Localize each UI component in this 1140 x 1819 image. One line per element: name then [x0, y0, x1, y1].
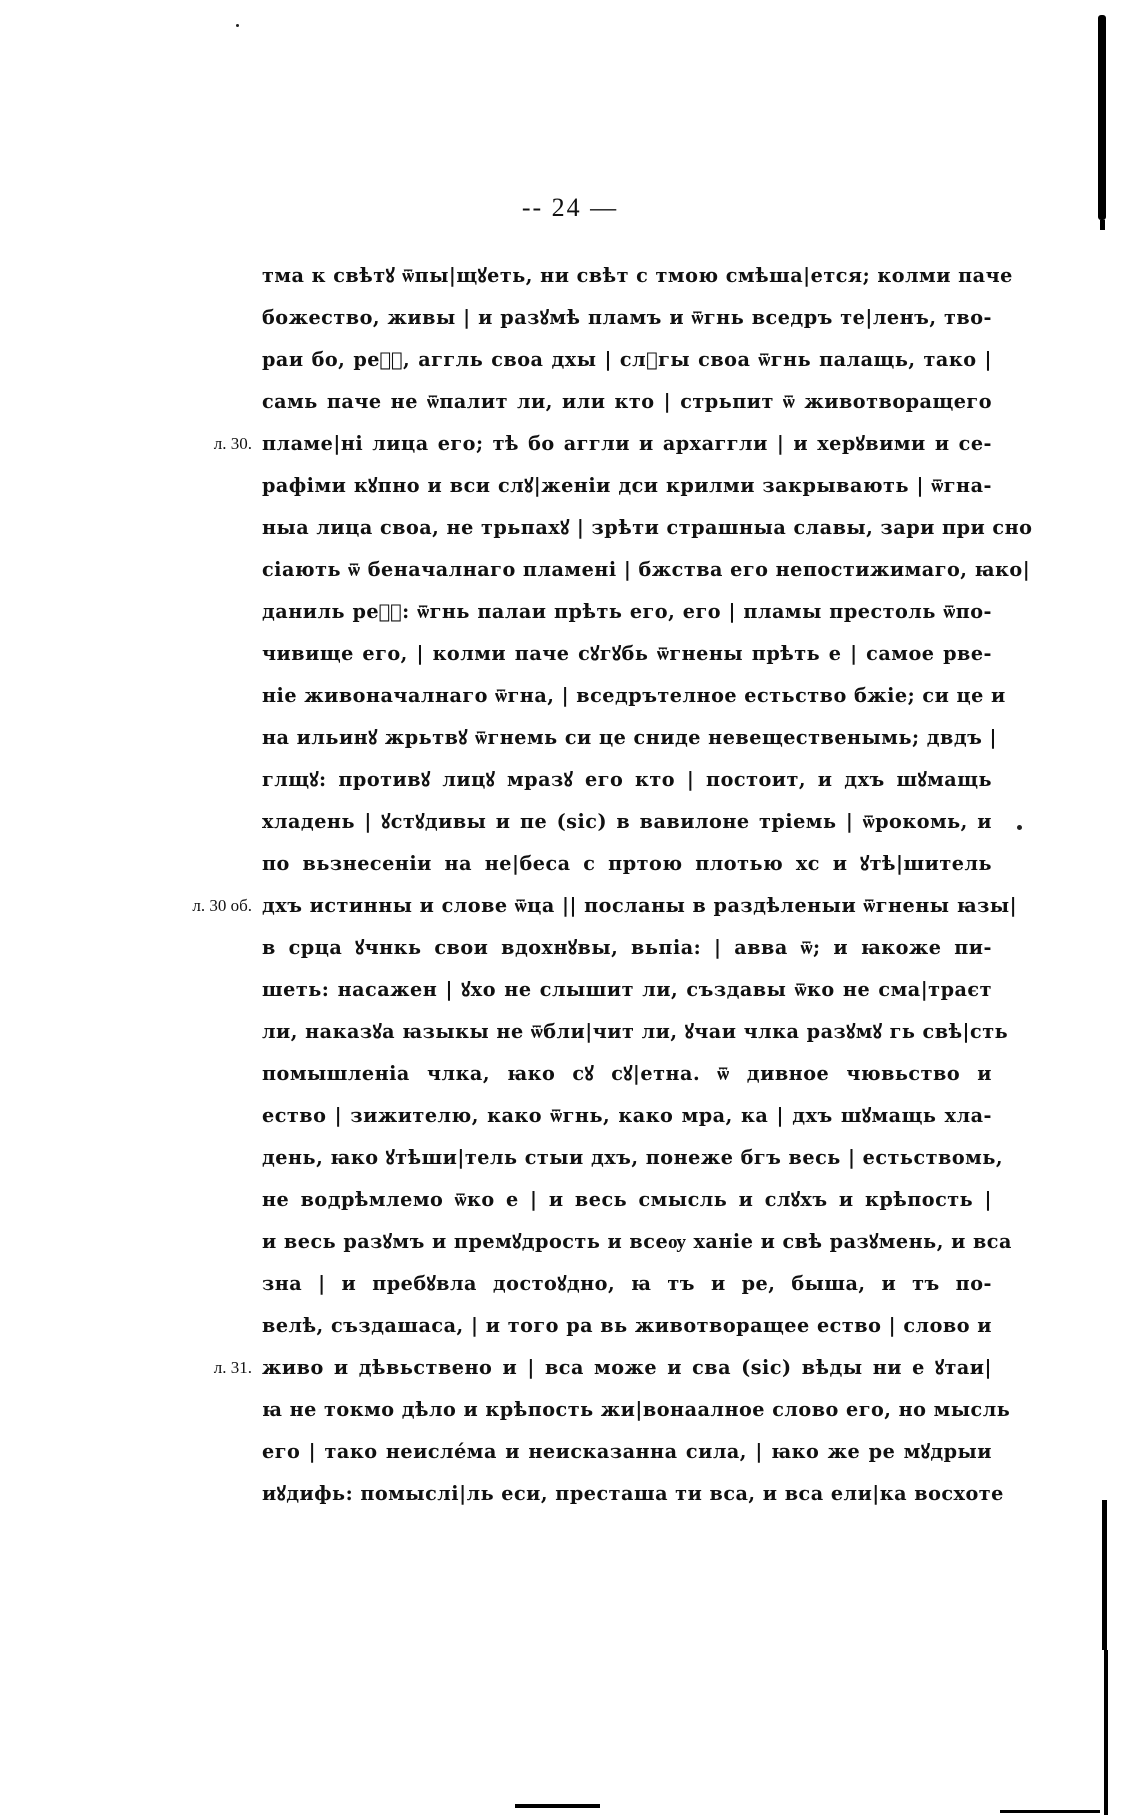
line-text: раи бо, реⷱ҇, аггль своа дхы | слꙋгы своа ѿгнь палащь, тако |	[262, 348, 992, 371]
text-line	[262, 1389, 1011, 1431]
text-line	[262, 1221, 1012, 1263]
line-text: ли, наказꙋа ꙗзыкы не ѿбли|чит ли, ꙋчаи члка разꙋмꙋ гь свѣ|сть	[262, 1020, 1009, 1043]
text-line	[262, 591, 992, 633]
line-text: его | тако неисле́ма и неисказанна сила, | ꙗко же ре мꙋдрыи	[262, 1440, 992, 1463]
text-line	[262, 465, 992, 507]
folio-note: л. 30.	[213, 434, 252, 453]
line-text: велѣ, създашаса, | и того ра вь животворащее ество | слово и	[262, 1314, 992, 1337]
text-line	[262, 1011, 1009, 1053]
scan-edge-shadow	[1100, 220, 1105, 230]
text-line	[262, 255, 1013, 297]
line-text: на ильинꙋ жрьтвꙋ ѿгнемь си це сниде невещественымь; двдъ |	[262, 726, 998, 749]
line-text: дхъ истинны и слове ѿца || посланы в раздѣленыи ѿгнены ꙗзы|	[262, 894, 1018, 917]
line-text: рафіми кꙋпно и вси слꙋ|женіи дси крилми закрывають | ѿгна-	[262, 474, 992, 497]
page-number: -- 24 —	[521, 193, 619, 222]
line-text: день, ꙗко ꙋтѣши|тель стыи дхъ, понеже бгъ весь | естьствомь,	[262, 1146, 1004, 1169]
text-line	[262, 969, 992, 1011]
text-line	[262, 1305, 992, 1347]
text-line	[262, 717, 998, 759]
text-line	[192, 885, 1018, 927]
text-line	[262, 381, 992, 423]
line-text: зна | и пребꙋвла достоꙋдно, ꙗ тъ и ре, быша, и тъ по-	[262, 1272, 992, 1295]
line-text: чивище его, | колми паче сꙋгꙋбь ѿгнены прѣть е | самое рве-	[262, 642, 992, 665]
text-line	[262, 1179, 992, 1221]
scan-edge-shadow	[515, 1804, 600, 1808]
line-text: даниль реⷱ҇: ѿгнь палаи прѣть его, его | пламы престоль ѿпо-	[262, 600, 992, 623]
text-line	[262, 843, 992, 885]
folio-note: л. 31.	[213, 1358, 252, 1377]
line-text: глщꙋ: противꙋ лицꙋ мразꙋ его кто | постоит, и дхъ шꙋмащь	[262, 768, 992, 791]
line-text: ество | зижителю, како ѿгнь, како мра, ка | дхъ шꙋмащь хла-	[262, 1104, 992, 1127]
text-line	[262, 927, 992, 969]
text-line	[262, 1137, 1004, 1179]
scan-edge-shadow	[1000, 1810, 1100, 1813]
line-text: хладень | ꙋстꙋдивы и пе (sic) в вавилоне тріемь | ѿрокомь, и	[262, 810, 992, 833]
line-text: шеть: насажен | ꙋхо не слышит ли, създавы ѿко не сма|траєт	[262, 978, 992, 1001]
line-text: ныа лица своа, не трьпахꙋ | зрѣти страшныа славы, зари при сно	[262, 516, 1033, 539]
scan-edge-shadow	[1102, 1500, 1107, 1650]
line-text: сіають ѿ беначалнаго пламені | бжства его непостижимаго, ꙗко|	[262, 558, 1031, 581]
text-line	[262, 675, 1006, 717]
text-line	[262, 801, 992, 843]
text-line	[262, 1431, 992, 1473]
line-text: пламе|ні лица его; тѣ бо аггли и архаггли | и херꙋвими и се-	[262, 432, 992, 455]
text-line	[262, 1473, 1004, 1515]
text-line	[262, 633, 992, 675]
line-text: по вьзнесеніи на не|беса с пртою плотью хс и ꙋтѣ|шитель	[262, 852, 992, 875]
scan-speck	[1017, 825, 1022, 830]
folio-note: л. 30 об.	[192, 896, 252, 915]
line-text: ꙗ не токмо дѣло и крѣпость жи|вонаалное слово его, но мысль	[262, 1398, 1011, 1421]
line-text: тма к свѣтꙋ ѿпы|щꙋеть, ни свѣт с тмою смѣша|ется; колми паче	[262, 264, 1013, 287]
line-text: помышленіа члка, ꙗко сꙋ сꙋ|етна. ѿ дивное чювьство и	[262, 1062, 992, 1085]
text-line	[262, 1053, 992, 1095]
text-line	[213, 423, 992, 465]
text-line	[262, 1095, 992, 1137]
text-line	[213, 1347, 992, 1389]
text-line	[262, 339, 992, 381]
scan-edge-shadow	[1098, 15, 1106, 220]
text-line	[262, 507, 1033, 549]
line-text: божество, живы | и разꙋмѣ пламъ и ѿгнь вседръ те|ленъ, тво-	[262, 306, 992, 329]
line-text: в срца ꙋчнкь свои вдохнꙋвы, вьпіа: | авва ѿ; и ꙗкоже пи-	[262, 936, 992, 959]
scan-edge-shadow	[1104, 1650, 1108, 1815]
line-text: не водрѣмлемо ѿко е | и весь смысль и слꙋхъ и крѣпость |	[262, 1188, 992, 1211]
main-text-block	[192, 255, 1033, 1515]
line-text: живо и дѣвьствено и | вса може и сва (sic) вѣды ни е ꙋтаи|	[262, 1356, 992, 1379]
line-text: иꙋдифь: помыслі|ль еси, престаша ти вса, и вса ели|ка восхоте	[262, 1482, 1004, 1505]
text-line	[262, 297, 992, 339]
scan-speck	[236, 24, 239, 27]
line-text: ніе живоначалнаго ѿгна, | вседрътелное естьство бжіе; си це и	[262, 684, 1006, 707]
text-line	[262, 759, 992, 801]
line-text: самь паче не ѿпалит ли, или кто | стрьпит ѿ животворащего	[262, 390, 992, 413]
text-line	[262, 1263, 992, 1305]
text-line	[262, 549, 1031, 591]
line-text: и весь разꙋмъ и премꙋдрость и всеѹ ханіе и свѣ разꙋмень, и вса	[262, 1230, 1012, 1253]
